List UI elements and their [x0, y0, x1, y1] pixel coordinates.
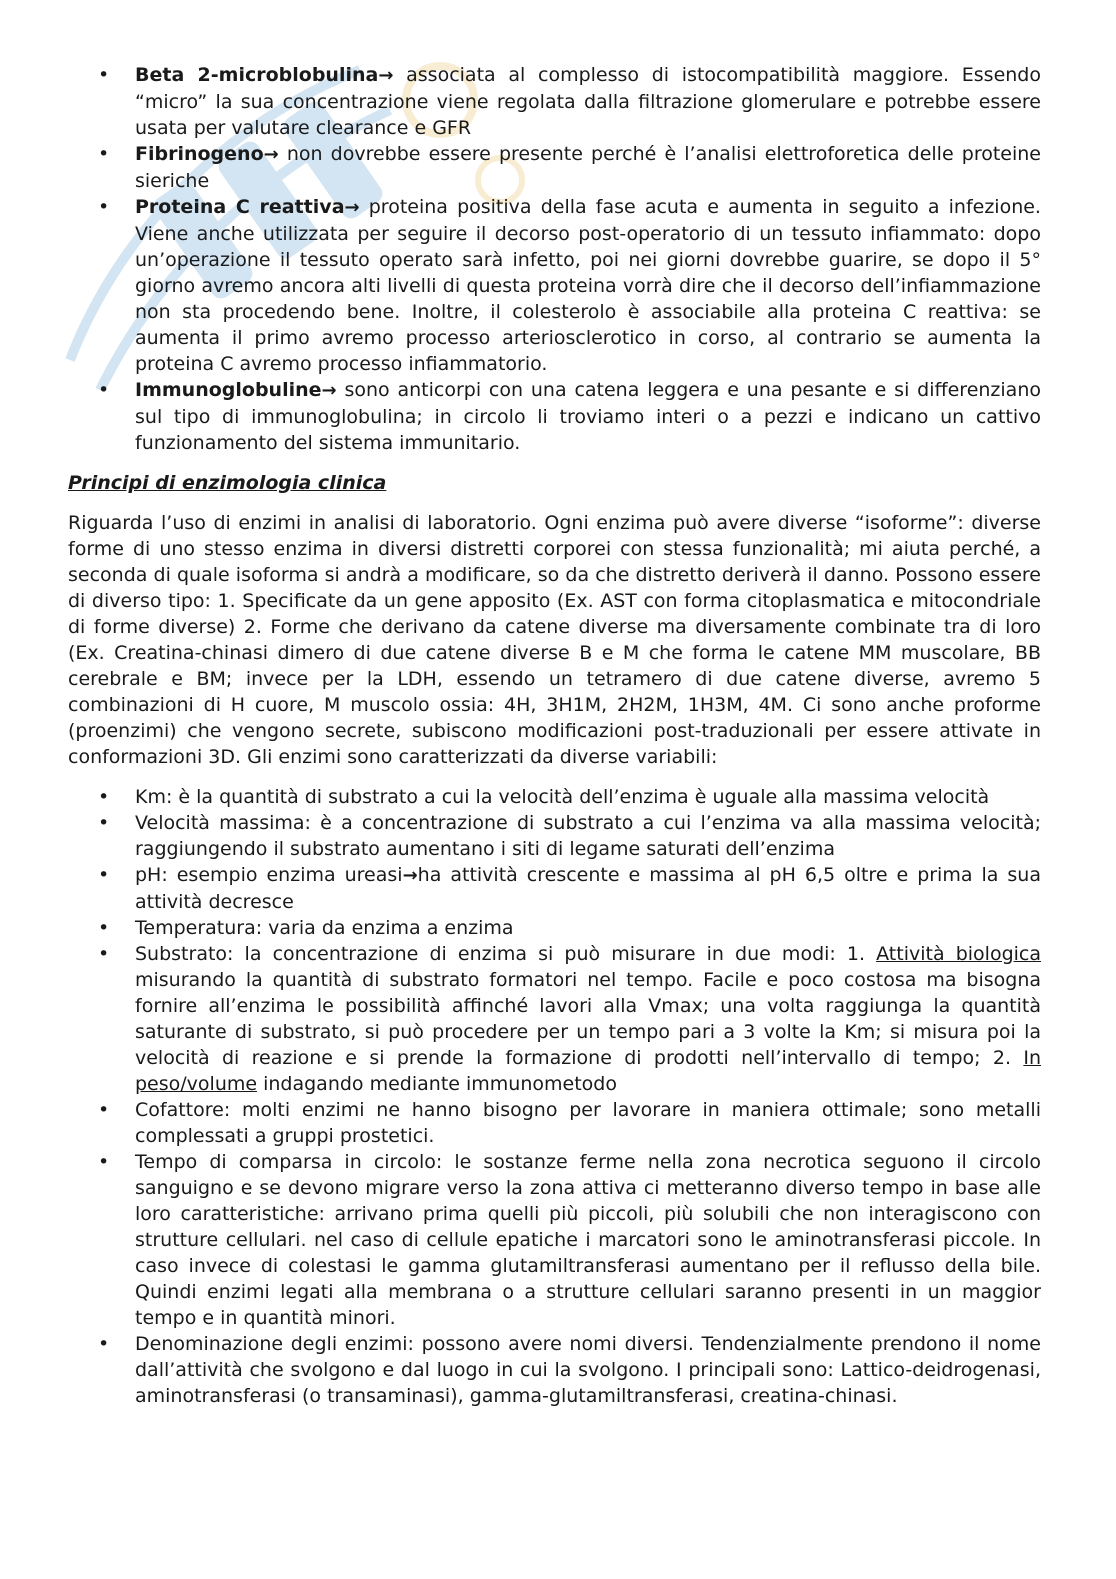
list-item [68, 194, 1041, 377]
bullet-icon: • [98, 196, 110, 218]
item-text: sono anticorpi con una catena leggera e una pesante e si differenziano sul tipo di immunoglobulina; in circolo li troviamo interi o a pezzi e indicano un cattivo funzionamento del sistema immunitario. [135, 379, 1041, 454]
protein-list [68, 62, 1041, 456]
arrow-icon: → [378, 65, 394, 86]
bullet-icon: • [98, 143, 110, 165]
item-text: ha attività crescente e massima al pH 6,5 oltre e prima la sua attività decresce [135, 864, 1041, 913]
item-text: Substrato: la concentrazione di enzima si può misurare in due modi: 1. [135, 943, 877, 965]
item-text: pH: esempio enzima ureasi [135, 864, 403, 886]
item-text: Tempo di comparsa in circolo: le sostanze ferme nella zona necrotica seguono il circolo sanguigno e se devono migrare verso la zona attiva ci metteranno diverso tempo in base alle loro caratteristiche: arrivano prima quelli più piccoli, più solubili che non interagiscono con strutture cellulari. nel caso di cellule epatiche i marcatori sono le aminotransferasi piccole. In caso invece di colestasi le gamma glutamiltransferasi aumentano per il reflusso della bile. Quindi enzimi legati alla membrana o a strutture cellulari saranno presenti in un maggior tempo e in quantità minori. [135, 1151, 1041, 1329]
section-heading: Principi di enzimologia clinica [68, 472, 387, 494]
list-item [68, 62, 1041, 141]
list-item [68, 377, 1041, 456]
underlined-term: Attività biologica [876, 943, 1041, 965]
item-text: proteina positiva della fase acuta e aumenta in seguito a infezione. Viene anche utilizzata per seguire il decorso post-operatorio di un tessuto infiammato: dopo un’operazione il tessuto operato sarà infetto, poi nei giorni dovrebbe guarire, se dopo il 5° giorno avremo ancora alti livelli di questa proteina vorrà dire che il decorso dell’infiammazione non sta procedendo bene. Inoltre, il colesterolo è associabile alla proteina C reattiva: se aumenta il primo avremo processo arteriosclerotico in corso, al contrario se aumenta la proteina C avremo processo infiammatorio. [135, 196, 1041, 375]
document-page [68, 62, 1041, 1409]
bullet-icon: • [98, 1099, 110, 1121]
list-item [68, 1331, 1041, 1409]
list-item [68, 141, 1041, 194]
bullet-icon: • [98, 1151, 110, 1173]
intro-paragraph: Riguarda l’uso di enzimi in analisi di laboratorio. Ogni enzima può avere diverse “isoforme”: diverse forme di uno stesso enzima in diversi distretti corporei con stessa funzionalità; mi aiuta perché, a seconda di quale isoforma si andrà a modificare, so da che distretto deriverà il danno. Possono essere di diverso tipo: 1. Specificate da un gene apposito (Ex. AST con forma citoplasmatica e mitocondriale di forme diverse) 2. Forme che derivano da catene diverse ma diversamente combinate tra di loro (Ex. Creatina-chinasi dimero di due catene diverse B e M che forma le catene MM muscolare, BB cerebrale e BM; invece per la LDH, essendo un tetramero di due catene diverse, avremo 5 combinazioni di H cuore, M muscolo ossia: 4H, 3H1M, 2H2M, 1H3M, 4M. Ci sono anche proforme (proenzimi) che vengono secrete, subiscono modificazioni post-traduzionali per essere attivate in conformazioni 3D. Gli enzimi sono caratterizzati da diverse variabili: [68, 512, 1041, 768]
item-text: misurando la quantità di substrato formatori nel tempo. Facile e poco costosa ma bisogna fornire all’enzima le possibilità affinché lavori alla Vmax; una volta raggiunga la quantità saturante di substrato, si può procedere per un tempo pari a 3 volte la Km; si misura poi la velocità di reazione e si prende la formazione di prodotti nell’intervallo di tempo; 2. [135, 969, 1041, 1069]
term-label: Beta 2-microblobulina [135, 64, 379, 86]
item-text: Km: è la quantità di substrato a cui la velocità dell’enzima è uguale alla massima velocità [135, 786, 990, 808]
variables-list [68, 784, 1041, 1409]
bullet-icon: • [98, 943, 110, 965]
item-text: Denominazione degli enzimi: possono avere nomi diversi. Tendenzialmente prendono il nome dall’attività che svolgono e dal luogo in cui la svolgono. I principali sono: Lattico-deidrogenasi, aminotransferasi (o transaminasi), gamma-glutamiltransferasi, creatina-chinasi. [135, 1333, 1041, 1407]
arrow-icon: → [263, 144, 279, 165]
term-label: Proteina C reattiva [135, 196, 345, 218]
item-text: associata al complesso di istocompatibilità maggiore. Essendo “micro” la sua concentrazione viene regolata dalla filtrazione glomerulare e potrebbe essere usata per valutare clearance e GFR [135, 64, 1041, 139]
list-item [68, 810, 1041, 862]
item-text: Temperatura: varia da enzima a enzima [135, 917, 514, 939]
list-item [68, 915, 1041, 941]
list-item [68, 1097, 1041, 1149]
arrow-icon: → [344, 197, 360, 218]
term-label: Fibrinogeno [135, 143, 264, 165]
item-text: Velocità massima: è a concentrazione di substrato a cui l’enzima va alla massima velocità; raggiungendo il substrato aumentano i siti di legame saturati dell’enzima [135, 812, 1041, 860]
bullet-icon: • [98, 812, 110, 834]
bullet-icon: • [98, 1333, 110, 1355]
term-label: Immunoglobuline [135, 379, 322, 401]
list-item [68, 1149, 1041, 1331]
bullet-icon: • [98, 864, 110, 886]
underlined-term: In peso/volume [135, 1047, 1041, 1095]
list-item [68, 941, 1041, 1097]
bullet-icon: • [98, 379, 110, 401]
bullet-icon: • [98, 786, 110, 808]
bullet-icon: • [98, 917, 110, 939]
list-item [68, 862, 1041, 915]
item-text: Cofattore: molti enzimi ne hanno bisogno per lavorare in maniera ottimale; sono metalli complessati a gruppi prostetici. [135, 1099, 1041, 1147]
item-text: non dovrebbe essere presente perché è l’analisi elettroforetica delle proteine sieriche [135, 143, 1041, 192]
item-text: indagando mediante immunometodo [257, 1073, 617, 1095]
bullet-icon: • [98, 64, 110, 86]
arrow-icon: → [402, 865, 418, 886]
arrow-icon: → [321, 380, 337, 401]
list-item [68, 784, 1041, 810]
